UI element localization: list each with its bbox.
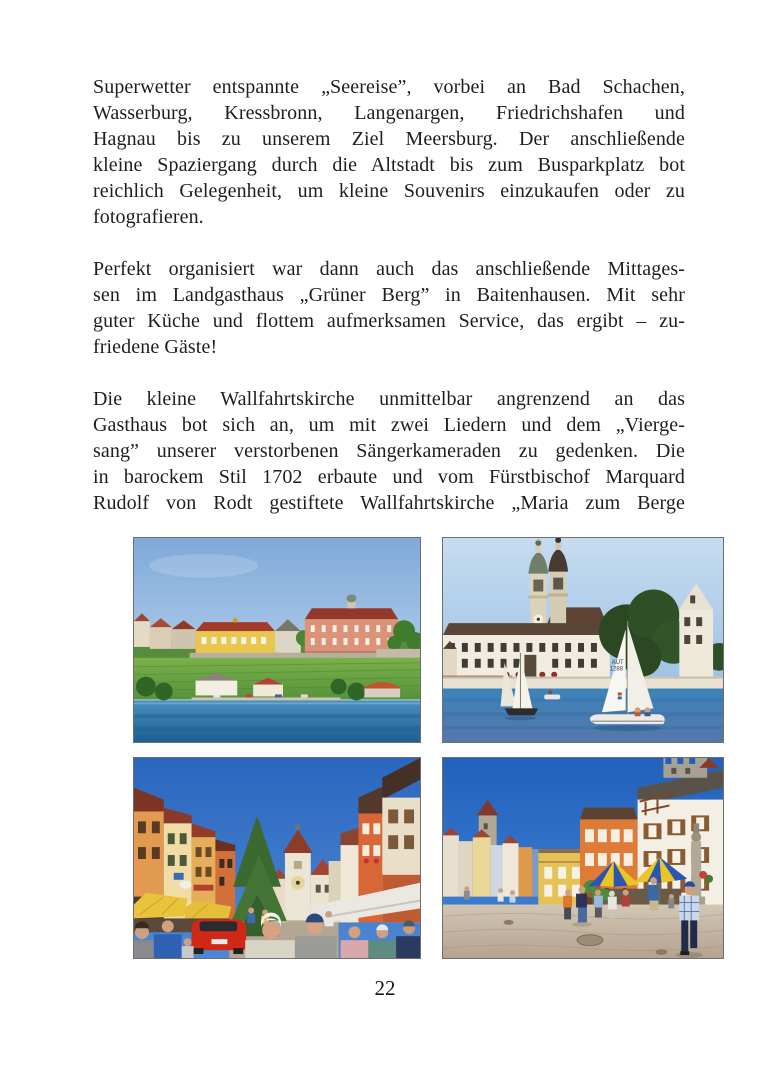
meersburg-street-photo (133, 757, 421, 959)
text-line: Superwetter entspannte „Seereise”, vorbei an Bad Schachen, (93, 76, 685, 98)
sail-number-country: AUT (611, 659, 624, 666)
red-car (192, 919, 247, 954)
sail-number: 1288 (609, 666, 624, 673)
cloud (149, 554, 258, 578)
paragraph-1 (93, 74, 685, 230)
square-image (443, 758, 723, 958)
friedrichshafen-schlosskirche-photo (442, 537, 724, 743)
text-line: sen im Landgasthaus „Grüner Berg” in Baitenhausen. Mit sehr (93, 284, 685, 306)
palace-building (443, 623, 610, 677)
text-line: reichlich Gelegenheit, um kleine Souvenirs einzukaufen oder zu (93, 180, 685, 202)
body-text (93, 74, 685, 516)
text-line: guter Küche und flottem aufmerksamen Service, das ergibt – zu- (93, 310, 685, 332)
text-line: sang” unserer verstorbenen Sängerkameraden zu gedenken. Die (93, 440, 685, 462)
text-line: Rudolf von Rodt gestiftete Wallfahrtskirche „Maria zum Berge (93, 492, 685, 514)
text-line: Hagnau bis zu unserem Ziel Meersburg. Der anschließende (93, 128, 685, 150)
shore-wall (443, 676, 723, 689)
lake-water (134, 700, 420, 742)
text-line: in barockem Stil 1702 erbaute und vom Fürstbischof Marquard (93, 466, 685, 488)
meersburg-square-photo (442, 757, 724, 959)
manhole-cover (577, 935, 603, 946)
schlosskirche-image (443, 538, 723, 742)
meersburg-lakefront-image (134, 538, 420, 742)
paragraph-3 (93, 386, 685, 516)
text-line: Perfekt organisiert war dann auch das anschließende Mittages- (93, 258, 685, 280)
meersburg-lakefront-photo (133, 537, 421, 743)
street-image (134, 758, 420, 958)
text-line: Wasserburg, Kressbronn, Langenargen, Friedrichshafen und (93, 102, 685, 124)
text-line: friedene Gäste! (93, 336, 218, 358)
text-line: fotografieren. (93, 206, 204, 228)
paragraph-2 (93, 256, 685, 360)
text-line: Gasthaus bot sich an, um mit zwei Liedern und dem „Vierge- (93, 414, 685, 436)
text-line: Die kleine Wallfahrtskirche unmittelbar angrenzend an das (93, 388, 685, 410)
text-line: kleine Spaziergang durch die Altstadt bis zum Busparkplatz bot (93, 154, 685, 176)
page-number: 22 (374, 976, 396, 1000)
